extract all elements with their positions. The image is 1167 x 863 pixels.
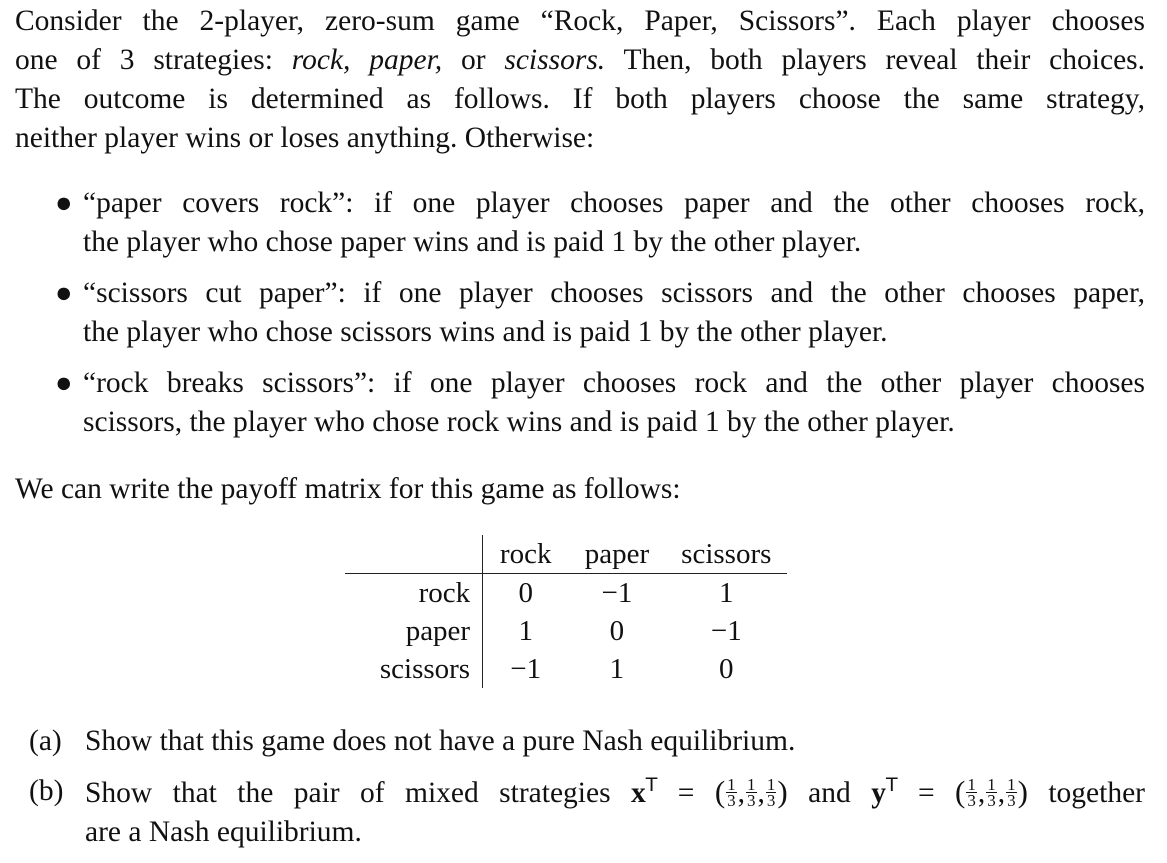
- fraction-one-third: $\frac{1}{3}$: [727, 774, 736, 810]
- rule-line: scissors, the player who chose rock wins and is paid 1 by the other player.: [83, 406, 955, 438]
- row-header: rock: [418, 577, 471, 609]
- bullet-icon: ●: [55, 367, 73, 399]
- rule-line: the player who chose paper wins and is paid 1 by the other player.: [83, 226, 862, 258]
- matrix-cell: −1: [710, 615, 742, 647]
- matrix-cell: 0: [483, 574, 569, 613]
- question-a: [15, 722, 1145, 761]
- rule-line: “rock breaks scissors”: if one player chooses rock and the other player chooses: [83, 367, 1145, 399]
- fraction-one-third: $\frac{1}{3}$: [987, 774, 996, 810]
- row-header: scissors: [379, 653, 471, 685]
- column-header: paper: [568, 535, 665, 574]
- fraction-one-third: $\frac{1}{3}$: [766, 774, 776, 810]
- fraction-one-third: $\frac{1}{3}$: [967, 774, 976, 810]
- payoff-matrix: [345, 535, 787, 693]
- matrix-cell: 1: [719, 577, 734, 609]
- intro-line-2: one of 3 strategies: rock, paper, or scissors. Then, both players reveal their choices.: [15, 44, 1146, 76]
- matrix-cell: 1: [483, 612, 569, 650]
- matrix-cell: 1: [609, 653, 625, 685]
- rule-item: [15, 184, 1145, 262]
- table-row: [345, 612, 787, 650]
- matrix-header-row: [345, 535, 787, 574]
- bullet-icon: ●: [55, 187, 73, 219]
- problem-page: [15, 2, 1145, 509]
- rules-list: [15, 184, 1145, 442]
- rule-line: “scissors cut paper”: if one player chooses scissors and the other chooses paper,: [83, 277, 1145, 309]
- column-header: rock: [483, 535, 569, 574]
- table-row: [345, 650, 787, 688]
- strategy-paper: paper,: [369, 44, 443, 76]
- question-label: (a): [29, 725, 62, 757]
- transpose-mark: T: [645, 774, 658, 797]
- question-b: [15, 772, 1145, 852]
- intro-paragraph: [15, 2, 1145, 158]
- matrix-cell: 0: [609, 615, 625, 647]
- intro-line-1: Consider the 2-player, zero-sum game “Rock, Paper, Scissors”. Each player chooses: [15, 5, 1145, 37]
- matrix-cell: −1: [483, 650, 569, 688]
- fraction-one-third: $\frac{1}{3}$: [1007, 774, 1016, 810]
- row-header: paper: [405, 615, 471, 647]
- rule-line: “paper covers rock”: if one player chooses paper and the other chooses rock,: [83, 187, 1145, 219]
- bullet-icon: ●: [55, 277, 73, 309]
- intro-line-3: The outcome is determined as follows. If both players choose the same strategy,: [15, 83, 1145, 115]
- question-text: Show that this game does not have a pure Nash equilibrium.: [85, 725, 796, 757]
- intro-line-4: neither player wins or loses anything. Otherwise:: [15, 122, 595, 154]
- rule-line: the player who chose scissors wins and is paid 1 by the other player.: [83, 316, 888, 348]
- vector-y: y: [871, 777, 886, 809]
- fraction-one-third: $\frac{1}{3}$: [747, 774, 756, 810]
- table-row: [345, 574, 787, 613]
- matrix-intro: We can write the payoff matrix for this game as follows:: [15, 473, 681, 505]
- vector-x: x: [631, 777, 646, 809]
- matrix-cell: −1: [601, 577, 633, 609]
- matrix-cell: 0: [719, 653, 734, 685]
- question-label: (b): [29, 775, 64, 807]
- matrix-corner: [345, 535, 483, 574]
- question-text-line-2: are a Nash equilibrium.: [85, 816, 362, 848]
- payoff-table: [345, 535, 787, 688]
- questions-list: [15, 722, 1145, 863]
- strategy-rock: rock,: [291, 44, 351, 76]
- rule-item: [15, 274, 1145, 352]
- rule-item: [15, 364, 1145, 442]
- strategy-scissors: scissors.: [504, 44, 606, 76]
- column-header: scissors: [666, 535, 787, 574]
- question-text: Show that the pair of mixed strategies $x^T$ = ( $\frac{1}{3}$ , $\frac{1}{3}$ , $\frac{1}{3}$ ) and $y^T$ = ( $\frac{1}{3}$ , $\frac{1}{3}$ , $\frac{1}{3}$ ) together: [85, 774, 1146, 810]
- transpose-mark: T: [885, 774, 898, 797]
